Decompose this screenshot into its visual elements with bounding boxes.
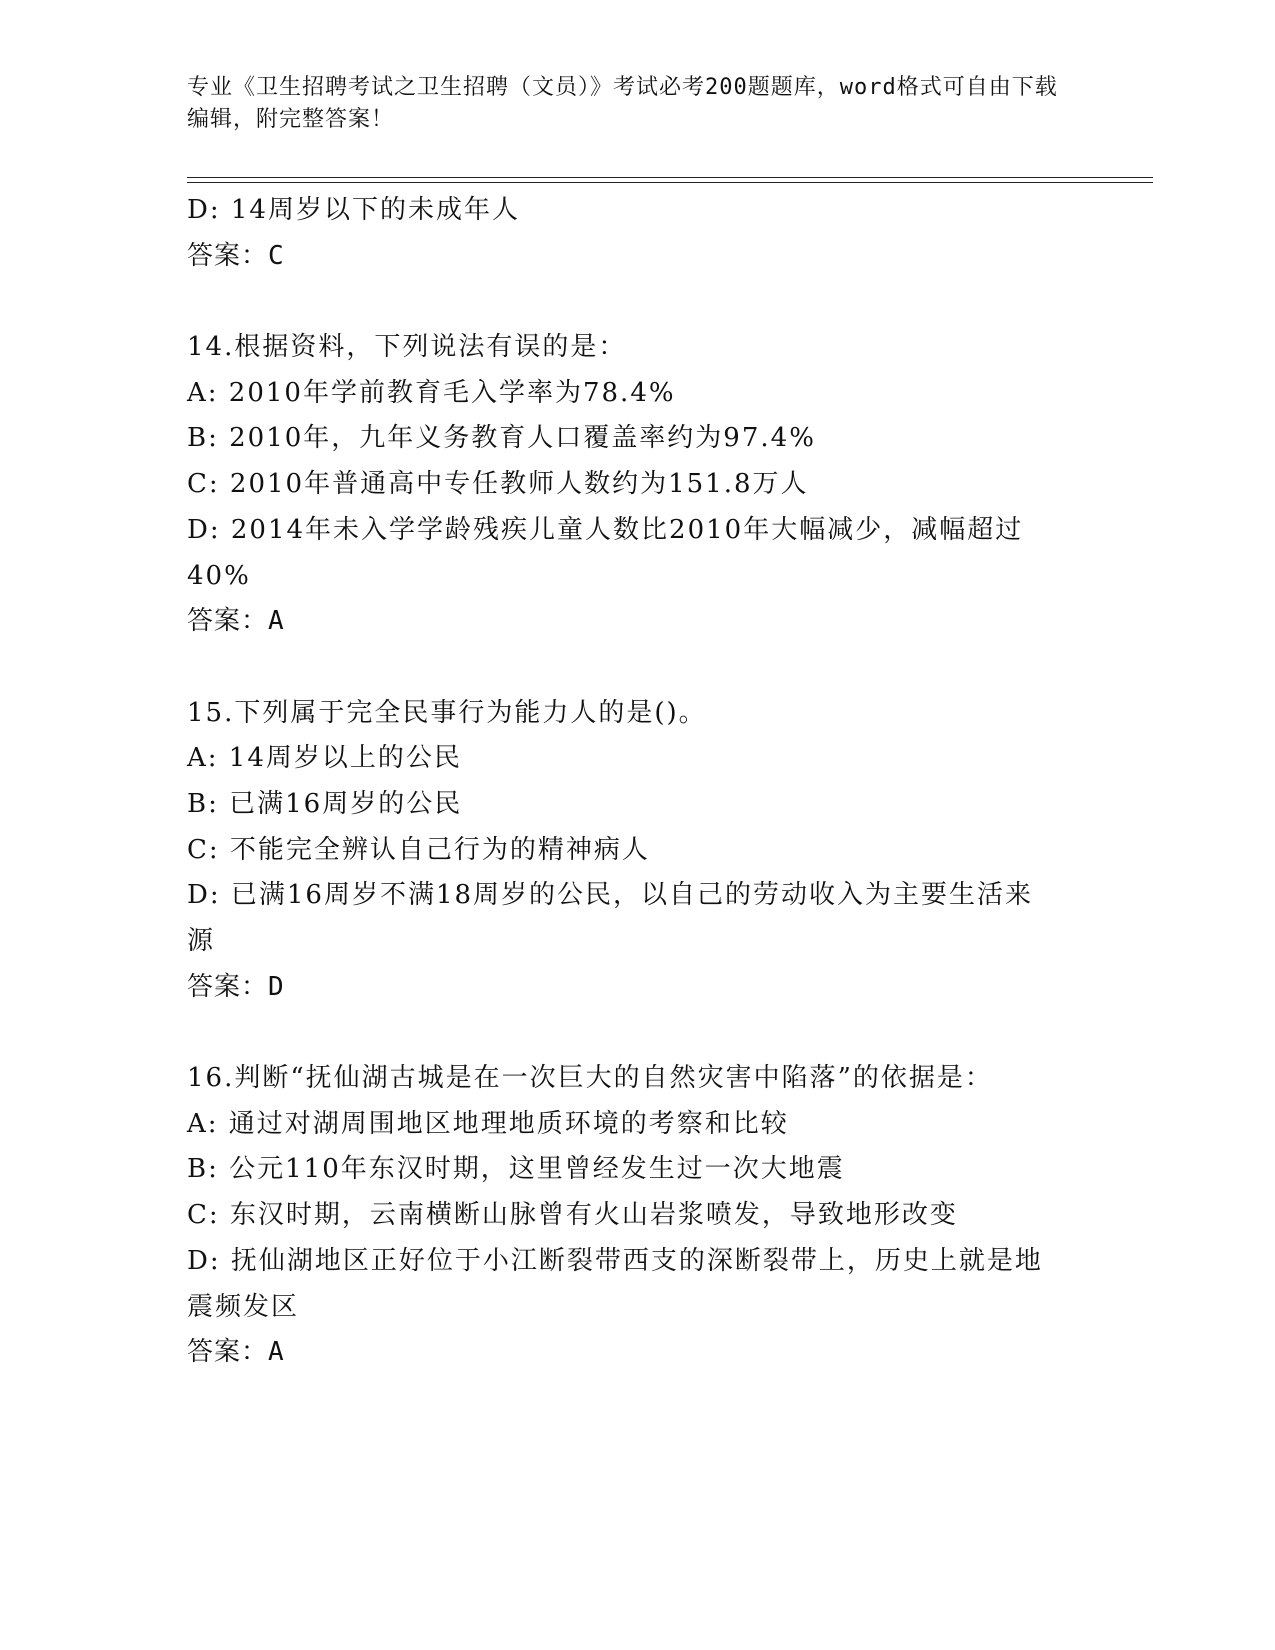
option-line: D: 抚仙湖地区正好位于小江断裂带西支的深断裂带上，历史上就是地: [187, 1245, 1043, 1276]
document-body: [187, 188, 1087, 1376]
question-16: [187, 1056, 1087, 1376]
question-stem: 14.根据资料，下列说法有误的是：: [187, 332, 627, 363]
option-line-continued: 震频发区: [187, 1291, 300, 1322]
option-line: D: 2014年未入学学龄残疾儿童人数比2010年大幅减少，减幅超过: [187, 514, 1024, 545]
option-line: C: 2010年普通高中专任教师人数约为151.8万人: [187, 469, 809, 500]
answer-line: [187, 1330, 1087, 1376]
answer-value: A: [268, 1337, 285, 1368]
option-line: B: 已满16周岁的公民: [187, 788, 463, 819]
option-line: A: 通过对湖周围地区地理地质环境的考察和比较: [187, 1108, 789, 1139]
answer-label: 答案：: [187, 240, 269, 271]
option-line: C: 东汉时期，云南横断山脉曾有火山岩浆喷发，导致地形改变: [187, 1200, 958, 1231]
answer-value: C: [268, 240, 285, 271]
header-rule-bottom: [187, 182, 1153, 183]
document-header: 专业《卫生招聘考试之卫生招聘（文员）》考试必考200题题库，word格式可自由下载编辑，附完整答案！: [187, 75, 1058, 132]
option-line: A: 14周岁以上的公民: [187, 743, 462, 774]
option-line-continued: 40%: [187, 560, 251, 591]
option-line: C: 不能完全辨认自己行为的精神病人: [187, 834, 650, 865]
question-stem: 15.下列属于完全民事行为能力人的是()。: [187, 697, 707, 728]
answer-label: 答案：: [187, 1337, 269, 1368]
question-stem: 16.判断“抚仙湖古城是在一次巨大的自然灾害中陷落”的依据是：: [187, 1063, 993, 1094]
option-line: D: 已满16周岁不满18周岁的公民，以自己的劳动收入为主要生活来: [187, 880, 1034, 911]
answer-value: D: [268, 971, 285, 1002]
option-line: D: 14周岁以下的未成年人: [187, 195, 520, 225]
answer-line: [187, 234, 1087, 280]
option-line: A: 2010年学前教育毛入学率为78.4%: [187, 377, 676, 408]
answer-line: [187, 599, 1087, 645]
question-15: [187, 691, 1087, 1011]
answer-value: A: [268, 606, 285, 637]
spacer: [187, 279, 1087, 325]
answer-label: 答案：: [187, 606, 269, 637]
answer-line: [187, 965, 1087, 1011]
option-line: B: 2010年，九年义务教育人口覆盖率约为97.4%: [187, 423, 816, 454]
option-line-continued: 源: [187, 926, 216, 956]
header-rule-top: [187, 177, 1153, 178]
question-14: [187, 325, 1087, 645]
option-line: B: 公元110年东汉时期，这里曾经发生过一次大地震: [187, 1154, 845, 1185]
answer-label: 答案：: [187, 971, 269, 1002]
spacer: [187, 1010, 1087, 1056]
spacer: [187, 645, 1087, 691]
